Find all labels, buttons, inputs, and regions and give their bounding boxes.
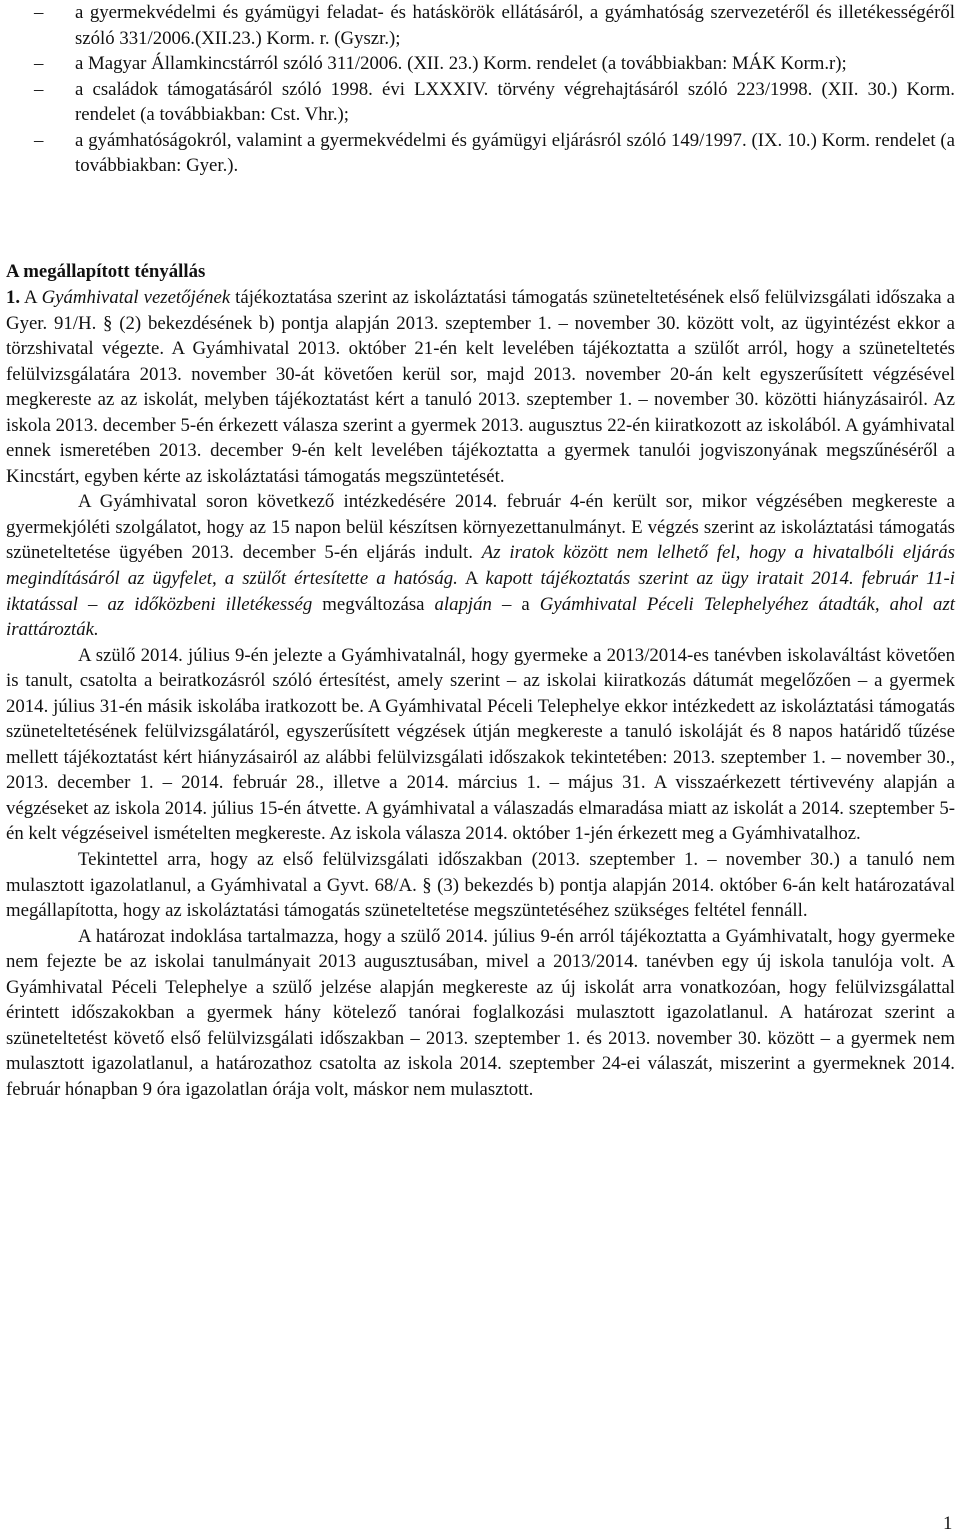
dash-bullet: –: [34, 78, 44, 100]
paragraph-number: 1.: [6, 287, 21, 308]
regulation-list: [6, 0, 955, 179]
paragraph-5: A határozat indoklása tartalmazza, hogy a szülő 2014. július 9-én arról tájékoztatta a Gyámhivatalt, hogy gyermeke nem fejezte be az iskolai tanulmányait 2013 augusztusában, mivel a 2013/2014. tanévben egy új iskola tanulója volt. A Gyámhivatal Péceli Telephelye a szülő jelzése alapján megkereste az új iskolát arra vonatkozóan, hogy felülvizsgálattal érintett időszakokban a gyermek hány kötelező tanórai foglalkozási mulasztott igazolatlanul. A határozat szerint a szüneteltetést követő első felülvizsgálati időszakban – 2013. szeptember 1. és 2013. november 30. között – a gyermek nem mulasztott igazolatlanul, a határozathoz csatolta az iskola 2014. szeptember 24-ei válaszát, miszerint a gyermeknek 2014. február hónapban 9 óra igazolatlan órája volt, máskor nem mulasztott.: [6, 925, 955, 1100]
page-number: 1: [943, 1513, 953, 1534]
dash-bullet: –: [34, 129, 44, 151]
paragraph-4: Tekintettel arra, hogy az első felülvizsgálati időszakban (2013. szeptember 1. – november 30.) a tanuló nem mulasztott igazolatlanul, a Gyámhivatal a Gyvt. 68/A. § (3) bekezdés b) pontja alapján 2014. október 6-án kelt határozatával megállapította, hogy az iskoláztatási támogatás szüneteltetése megszüntetéséhez szükséges feltétel fennáll.: [6, 849, 955, 922]
list-item: – a gyámhatóságokról, valamint a gyermekvédelmi és gyámügyi eljárásról szóló 149/1997. (IX. 10.) Korm. rendelet (a továbbiakban: Gyer.).: [34, 129, 955, 177]
dash-bullet: –: [34, 53, 44, 75]
paragraph-3: A szülő 2014. július 9-én jelezte a Gyámhivatalnál, hogy gyermeke a 2013/2014-es tanévben iskolaváltást követően is tanult, csatolta a beiratkozásról szóló értesítést, amely szerint – az iskolai kiiratkozás dátumát megelőzően – a gyermek 2014. július 31-én másik iskolába iratkozott be. A Gyámhivatal Péceli Telephelye ekkor intézkedett az iskoláztatási támogatás szüneteltetésének felülvizsgálatáról, egyszerűsített végzések útján megkereste a tanuló iskoláját és 8 napos határidő tűzése mellett tájékoztatást kért hiányzásairól az alábbi felülvizsgálati időszakok tekintetében: 2013. szeptember 1. – november 30., 2013. december 1. – 2014. február 28., illetve a 2014. március 1. – május 31. A visszaérkezett tértivevény alapján a végzéseket az iskola 2014. július 15-én átvette. A gyámhivatal a válaszadás elmaradása miatt az iskolát a 2014. szeptember 5-én kelt végzéseivel ismételten megkereste. Az iskola válasza 2014. október 1-jén érkezett meg a Gyámhivatalhoz.: [6, 644, 955, 845]
body-text: [6, 285, 955, 1103]
section-heading: A megállapított tényállás: [6, 261, 206, 282]
dash-bullet: –: [34, 2, 44, 23]
paragraph-1: 1. A Gyámhivatal vezetőjének tájékoztatása szerint az iskoláztatási támogatás szüneteltetésének első felülvizsgálati időszaka a Gyer. 91/H. § (2) bekezdésének b) pontja alapján 2013. szeptember 1. – november 30. között volt, az ügyintézést ekkor a törzshivatal végezte. A Gyámhivatal 2013. október 21-én kelt levelében tájékoztatta a szülőt arról, hogy a szüneteltetés felülvizsgálatára 2013. november 30-át követően kerül sor, majd 2013. november 20-án kelt egyszerűsített végzésével megkereste az az iskolát, melyben tájékoztatást kért a tanuló 2013. szeptember 1. – november 30. közötti hiányzásairól. Az iskola 2013. december 5-én érkezett válasza szerint a gyermek 2013. augusztus 22-én kiiratkozott az iskolából. A gyámhivatal ennek ismeretében 2013. december 9-én kelt levelében tájékoztatta a gyermek tanulói jogviszonyának megszűnéséről a Kincstárt, egyben kérte az iskoláztatási támogatás megszüntetését.: [6, 287, 955, 487]
paragraph-2: A Gyámhivatal soron következő intézkedésére 2014. február 4-én került sor, mikor végzésében megkereste a gyermekjóléti szolgálatot, hogy az 15 napon belül készítsen környezettanulmányt. E végzés szerint az iskoláztatási támogatás szüneteltetése ügyében 2013. december 5-én eljárás indult. Az iratok között nem lelhető fel, hogy a hivatalbóli eljárás megindításáról az ügyfelet, a szülőt értesítette a hatóság. A kapott tájékoztatás szerint az ügy iratait 2014. február 11-i iktatással – az időközbeni illetékesség megváltozása alapján – a Gyámhivatal Péceli Telephelyéhez átadták, ahol azt irattározták.: [6, 491, 955, 641]
list-item: – a családok támogatásáról szóló 1998. évi LXXXIV. törvény végrehajtásáról szóló 223/1998. (XII. 30.) Korm. rendelet (a továbbiakban: Cst. Vhr.);: [34, 78, 955, 126]
list-item: – a gyermekvédelmi és gyámügyi feladat- és hatáskörök ellátásáról, a gyámhatóság szervezetéről és illetékességéről szóló 331/2006.(XII.23.) Korm. r. (Gyszr.);: [34, 2, 955, 49]
list-item: – a Magyar Államkincstárról szóló 311/2006. (XII. 23.) Korm. rendelet (a továbbiakban: MÁK Korm.r);: [6, 51, 955, 77]
